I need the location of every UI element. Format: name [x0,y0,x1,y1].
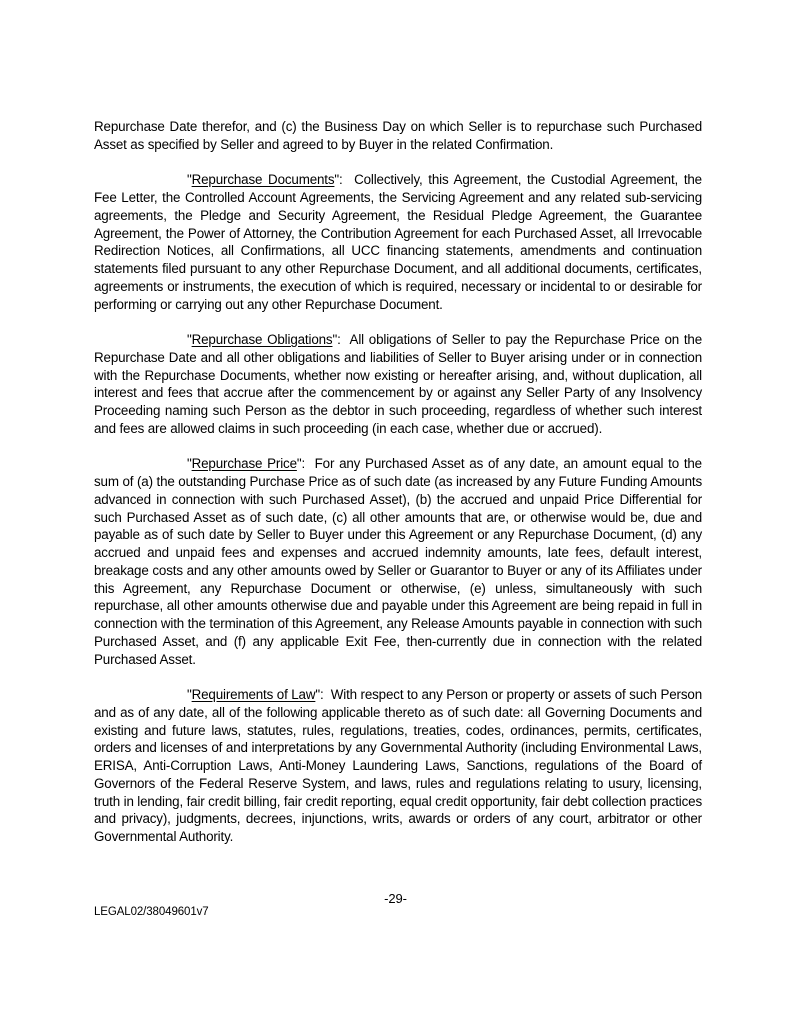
open-quote: " [187,456,192,472]
definition-body: All obligations of Seller to pay the Repurchase Price on the Repurchase Date and all other obligations and liabilities of Seller to Buyer arising under or in connection with the Repurchase Documents, whether now existing or hereafter arising, and, without duplication, all interest and fees that accrue after the commencement by or against any Seller Party of any Insolvency Proceeding naming such Person as the debtor in such proceeding, regardless of whether such interest and fees are allowed claims in such proceeding (in each case, whether due or accrued). [94,332,703,436]
document-id: LEGAL02/38049601v7 [94,906,209,918]
paragraph-repurchase-documents [94,171,702,313]
defined-term-requirements-of-law: Requirements of Law [191,687,316,702]
definition-body: For any Purchased Asset as of any date, an amount equal to the sum of (a) the outstanding Purchase Price as of such date (as increased by any Future Funding Amounts advanced in connection with such Purchased Asset), (b) the accrued and unpaid Price Differential for such Purchased Asset as of such date, (c) all other amounts that are, or otherwise would be, due and payable as of such date by Seller to Buyer under this Agreement or any Repurchase Document, (d) any accrued and unpaid fees and expenses and accrued indemnity amounts, late fees, default interest, breakage costs and any other amounts owed by Seller or Guarantor to Buyer or any of its Affiliates under this Agreement, any Repurchase Document or otherwise, (e) unless, simultaneously with such repurchase, all other amounts otherwise due and payable under this Agreement are being repaid in full in connection with the termination of this Agreement, any Release Amounts payable in connection with such Purchased Asset, and (f) any applicable Exit Fee, then-currently due in connection with the related Purchased Asset. [94,456,702,667]
defined-term-repurchase-obligations: Repurchase Obligations [191,332,333,347]
paragraph-repurchase-price [94,455,702,668]
open-quote: " [187,172,192,188]
close-quote-colon: ": [296,456,315,472]
paragraph-repurchase-obligations [94,331,702,438]
page-number: -29- [384,891,407,906]
close-quote-colon: ": [332,332,350,347]
close-quote-colon: ": [334,172,355,188]
definition-body: Collectively, this Agreement, the Custodial Agreement, the Fee Letter, the Controlled Account Agreements, the Servicing Agreement and any related sub-servicing agreements, the Pledge and Security Agreement, the Residual Pledge Agreement, the Guarantee Agreement, the Power of Attorney, the Contribution Agreement for each Purchased Asset, all Irrevocable Redirection Notices, all Confirmations, all UCC financing statements, amendments and continuation statements filed pursuant to any other Repurchase Document, and all additional documents, certificates, agreements or instruments, the execution of which is required, necessary or incidental to or desirable for performing or carrying out any other Repurchase Document. [94,172,702,312]
open-quote: " [187,332,192,347]
open-quote: " [187,687,192,702]
defined-term-repurchase-documents: Repurchase Documents [191,172,335,188]
defined-term-repurchase-price: Repurchase Price [191,456,297,472]
paragraph-requirements-of-law [94,686,702,846]
paragraph-continuation: Repurchase Date therefor, and (c) the Business Day on which Seller is to repurchase such Purchased Asset as specified by Seller and agreed to by Buyer in the related Confirmation. [94,119,702,152]
close-quote-colon: ": [315,687,331,702]
page-body [94,118,702,864]
definition-body: With respect to any Person or property or assets of such Person and as of any date, all of the following applicable thereto as of such date: all Governing Documents and existing and future laws, statutes, rules, regulations, treaties, codes, ordinances, permits, certificates, orders and licenses of and interpretations by any Governmental Authority (including Environmental Laws, ERISA, Anti-Corruption Laws, Anti-Money Laundering Laws, Sanctions, regulations of the Board of Governors of the Federal Reserve System, and laws, rules and regulations relating to usury, licensing, truth in lending, fair credit billing, fair credit reporting, equal credit opportunity, fair debt collection practices and privacy), judgments, decrees, injunctions, writs, awards or orders of any court, arbitrator or other Governmental Authority. [94,687,703,844]
